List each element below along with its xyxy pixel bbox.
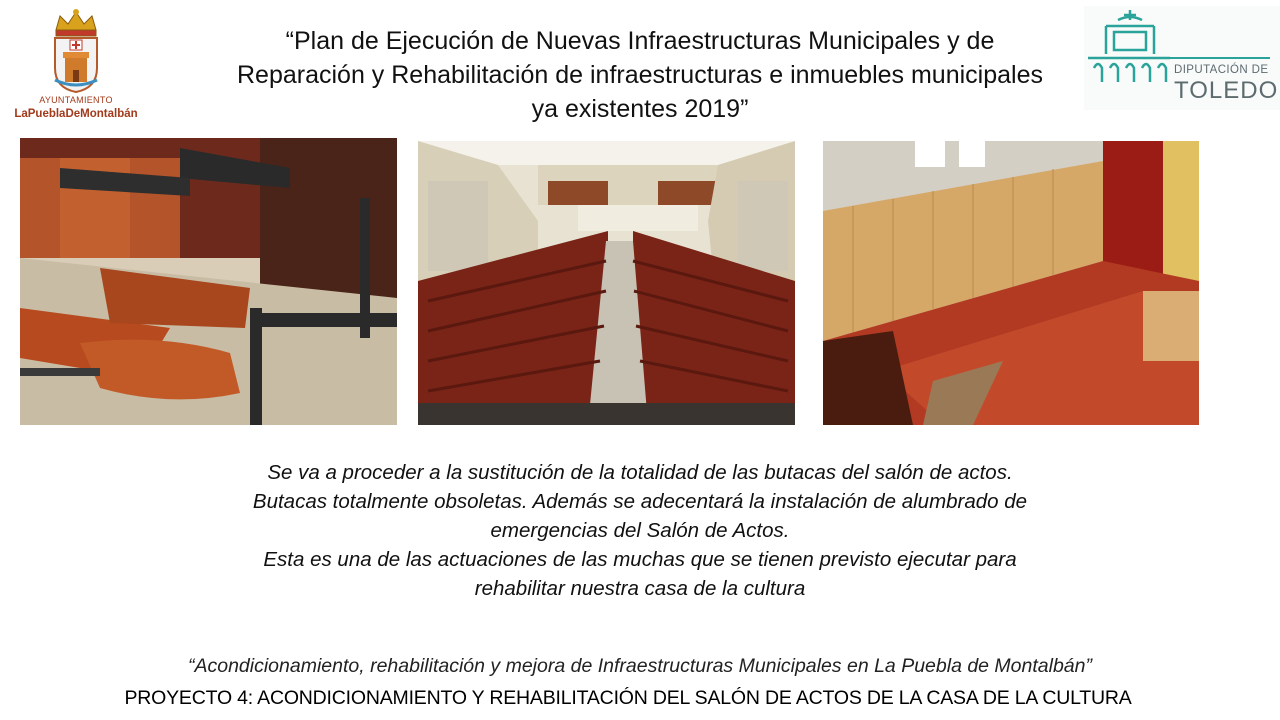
project-description bbox=[140, 458, 1140, 603]
title-line-2: Reparación y Rehabilitación de infraestructuras e inmuebles municipales bbox=[237, 61, 1043, 89]
description-line-1: Se va a proceder a la sustitución de la totalidad de las butacas del salón de actos. bbox=[267, 461, 1013, 484]
diputacion-toledo-logo bbox=[1084, 6, 1280, 110]
photo-ramp-wood-panel bbox=[823, 141, 1199, 425]
title-line-3: ya existentes 2019” bbox=[531, 95, 749, 123]
description-line-3: emergencias del Salón de Actos. bbox=[490, 519, 790, 542]
title-line-1: “Plan de Ejecución de Nuevas Infraestructuras Municipales y de bbox=[285, 27, 995, 55]
diputacion-label: DIPUTACIÓN DE bbox=[1174, 64, 1269, 76]
photo-auditorium-rows bbox=[418, 141, 795, 425]
town-name-caption: LaPueblaDeMontalbán bbox=[14, 108, 138, 120]
photo-seat-closeup bbox=[20, 138, 397, 425]
page-title bbox=[140, 24, 1140, 126]
project-title: PROYECTO 4: ACONDICIONAMIENTO Y REHABILITACIÓN DEL SALÓN DE ACTOS DE LA CASA DE LA CULTURA bbox=[124, 687, 1132, 709]
coat-of-arms-icon bbox=[50, 8, 102, 94]
description-line-4: Esta es una de las actuaciones de las muchas que se tienen previsto ejecutar para bbox=[263, 548, 1017, 571]
description-line-2: Butacas totalmente obsoletas. Además se adecentará la instalación de alumbrado de bbox=[252, 490, 1028, 513]
ayuntamiento-logo bbox=[10, 6, 142, 124]
toledo-label: TOLEDO bbox=[1174, 77, 1279, 104]
footer-subtitle: “Acondicionamiento, rehabilitación y mejora de Infraestructuras Municipales en La Puebla de Montalbán” bbox=[187, 655, 1092, 677]
ayuntamiento-caption: AYUNTAMIENTO bbox=[39, 95, 113, 105]
description-line-5: rehabilitar nuestra casa de la cultura bbox=[474, 577, 806, 600]
